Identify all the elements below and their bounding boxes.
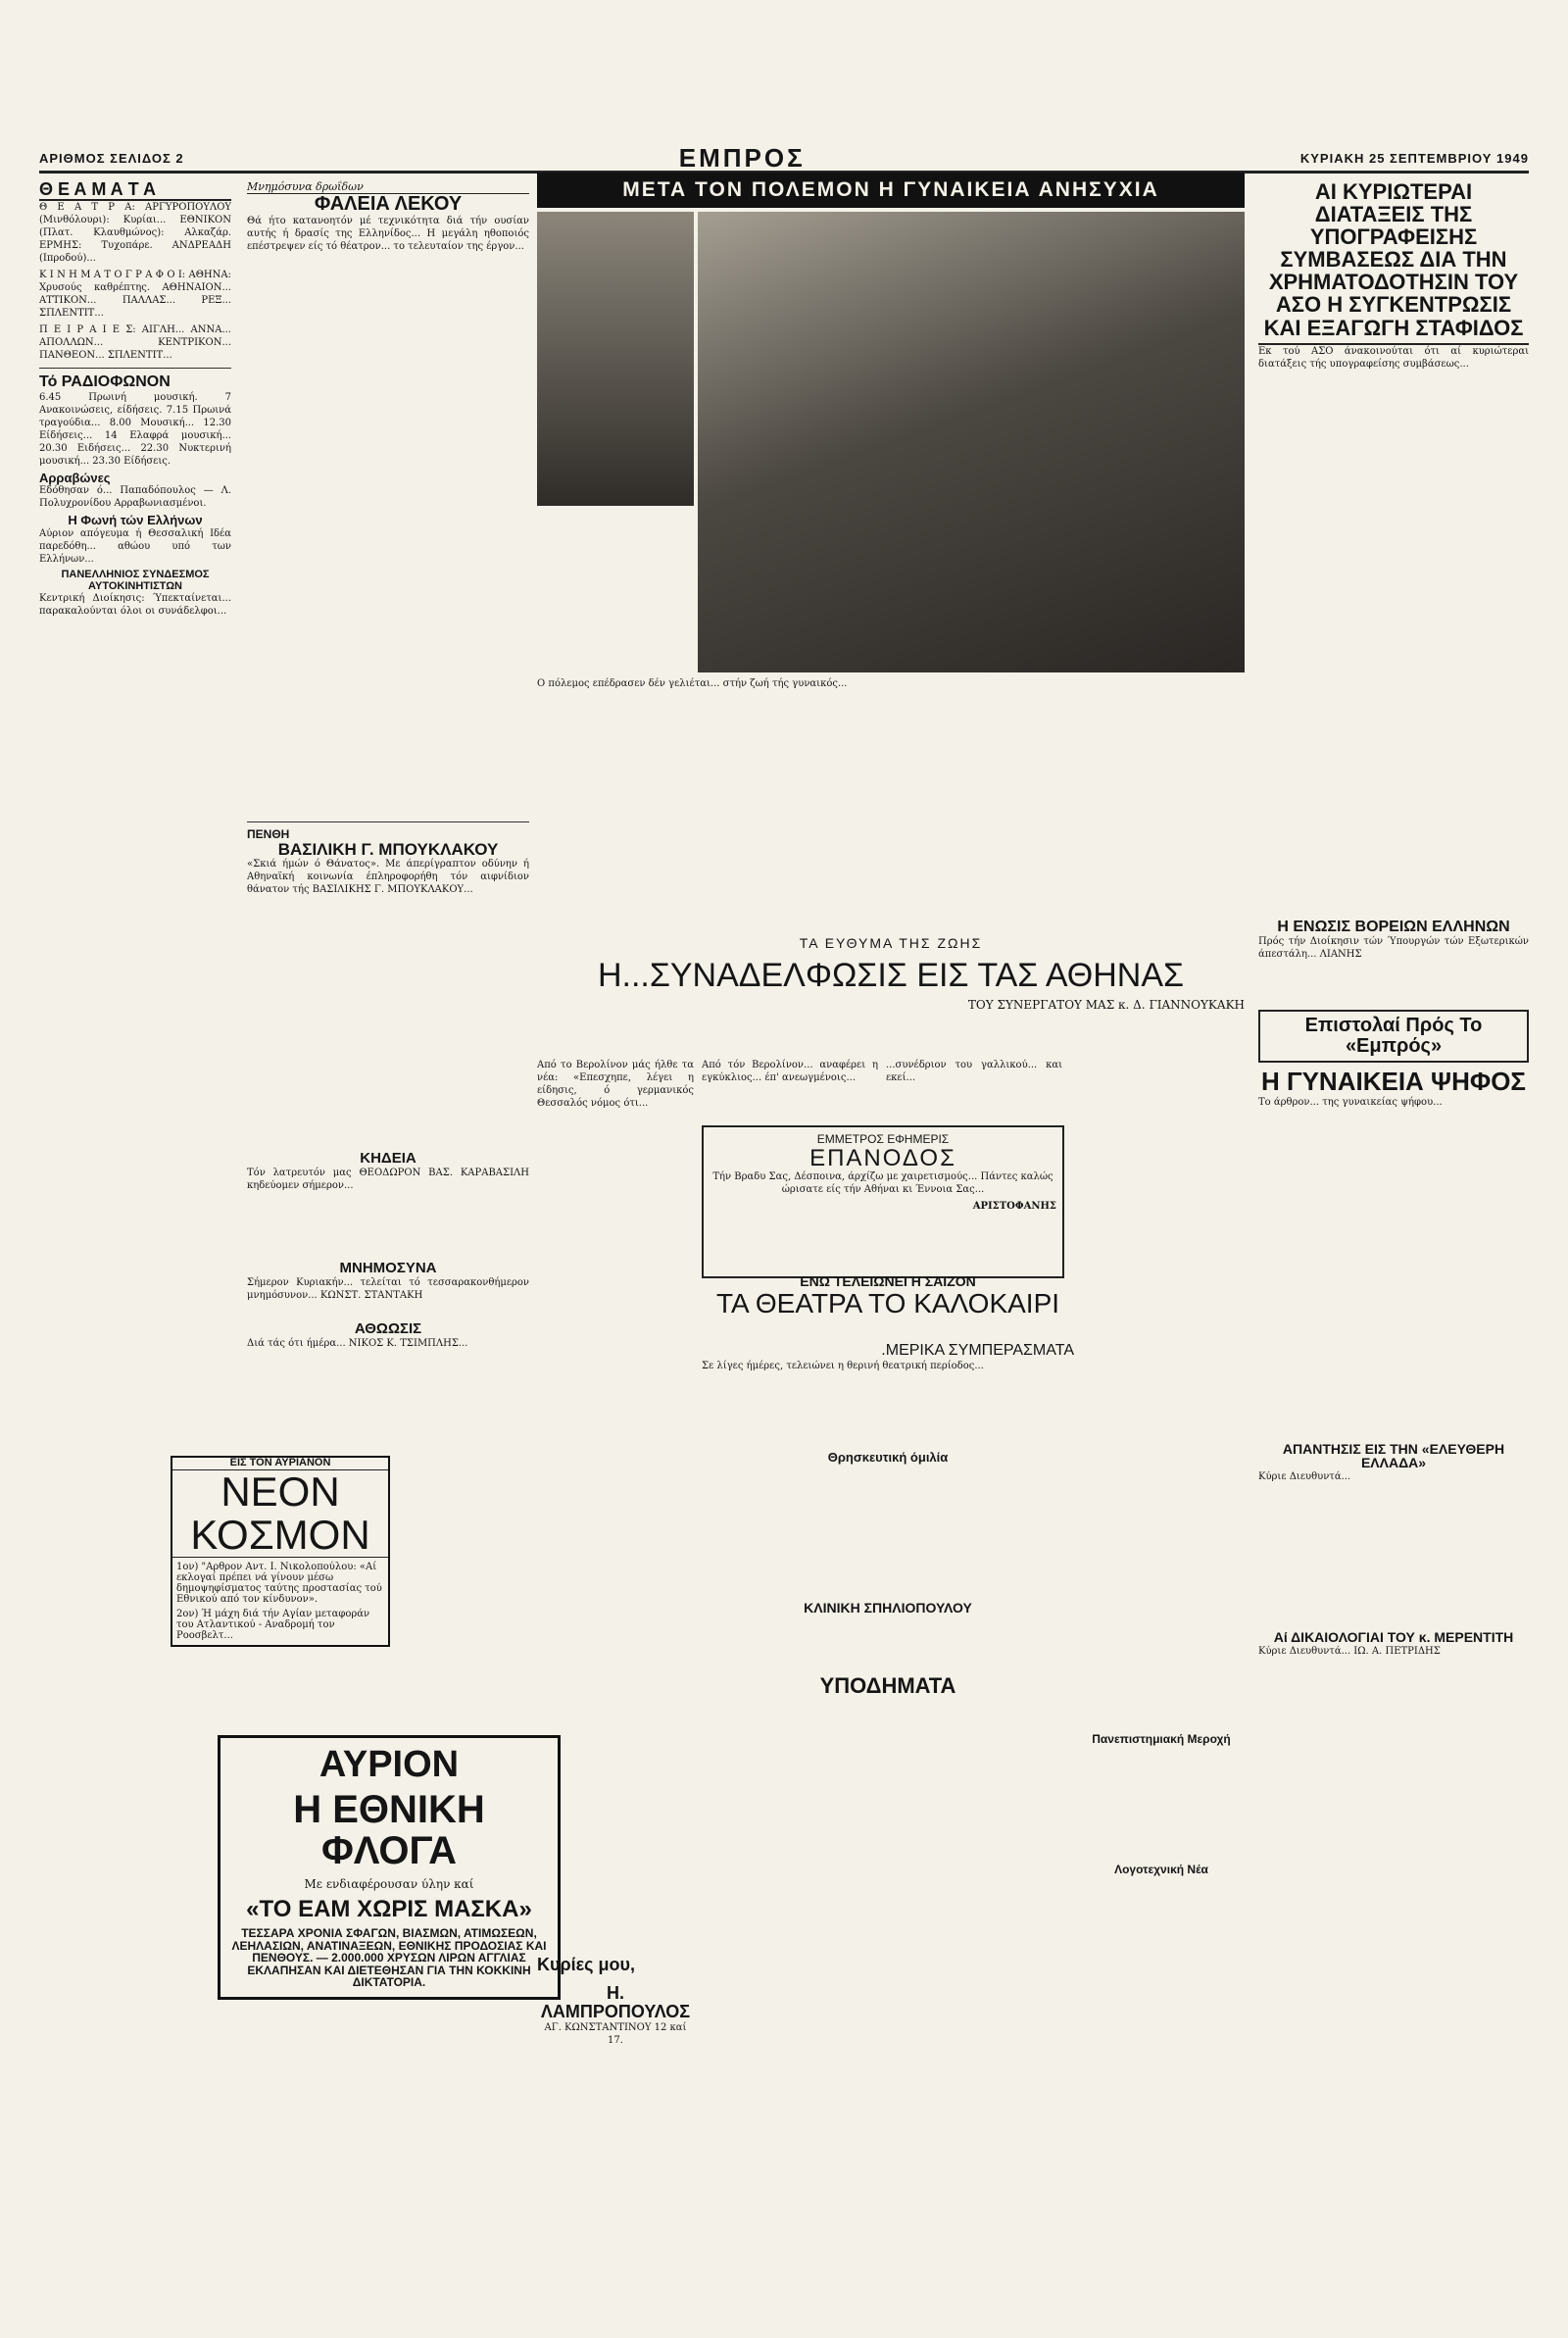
photo-caption: Ο πόλεμος επέδρασεν δέν γελιέται... στήν ζωή τής γυναικός... xyxy=(537,678,848,689)
column-right xyxy=(1258,180,1529,2278)
photo-feature-title: ΜΕΤΑ ΤΟΝ ΠΟΛΕΜΟΝ Η ΓΥΝΑΙΚΕΙΑ ΑΝΗΣΥΧΙΑ xyxy=(537,173,1245,208)
poem-text: Τήν Βραδυ Σας, Δέσποινα, άρχίζω με χαιρετισμούς... Πάντες καλώς ώρισατε είς τήν Αθήναι κι Έννοια Σας... xyxy=(712,1170,1054,1195)
news-photo-left xyxy=(537,212,694,506)
column-right-middle xyxy=(1078,1125,1245,2057)
neon-title-1: ΝΕΟΝ xyxy=(220,1467,340,1515)
masthead xyxy=(39,142,1529,174)
arrabones-text: Εδόθησαν ό... Παπαδόπουλος — Λ. Πολυχρονίδου Αρραβωνιασμένοι. xyxy=(39,485,231,510)
penthi-kicker: ΠΕΝΘΗ xyxy=(247,827,290,841)
ypodimata-heading: ΥΠΟΔΗΜΑΤΑ xyxy=(819,1673,956,1699)
ad-line-1: ΑΥΡΙΟΝ xyxy=(318,1744,460,1785)
life-feature-header xyxy=(537,936,1245,1054)
neon-item-1: 1ον) "Αρθρον Αντ. Ι. Νικολοπούλου: «Αί εκλογαί πρέπει νά γίνουν μέσω δημοψηφίσματος ταύτης προστασίας τού Εθνικού από τον κίνδυνον». xyxy=(176,1561,382,1605)
poem-author: ΑΡΙΣΤΟΦΑΝΗΣ xyxy=(972,1200,1056,1212)
ad-line-5: ΤΕΣΣΑΡΑ ΧΡΟΝΙΑ ΣΦΑΓΩΝ, ΒΙΑΣΜΩΝ, ΑΤΙΜΩΣΕΩΝ, ΛΕΗΛΑΣΙΩΝ, ΑΝΑΤΙΝΑΞΕΩΝ, ΕΘΝΙΚΗΣ ΠΡΟΔΟΣΙΑΣ ΚΑΙ ΠΕΝΘΟΥΣ. — 2.000.000 ΧΡΥΣΩΝ ΛΙΡΩΝ ΑΓΓΛΙΑΣ ΕΚΛΑΠΗΣΑΝ ΚΑΙ ΔΙΕΤΕΘΗΣΑΝ ΓΙΑ ΤΗΝ ΚΟΚΚΙΝΗ ΔΙΚΤΑΤΟΡΙΑ. xyxy=(231,1926,547,1990)
life-text-2: Από τόν Βερολίνον... αναφέρει η εγκύκλιος... έπ' ανεωγμένοις... xyxy=(702,1060,878,1083)
summer-text: Σε λίγες ήμέρες, τελειώνει η θερινή θεατρική περίοδος... xyxy=(702,1360,984,1371)
kyries-heading: Κυρίες μου, xyxy=(537,1956,636,1974)
life-text-3: ...συνέδριον του γαλλικού... και εκεί... xyxy=(886,1060,1062,1083)
divider xyxy=(39,368,231,369)
mnimosyna-heading: ΜΝΗΜΟΣΥΝΑ xyxy=(339,1260,437,1277)
reply-text: Κύριε Διευθυντά... xyxy=(1258,1471,1351,1483)
memories-text: Θά ήτο κατανοητόν μέ τεχνικότητα διά τήν ουσίαν αυτής ή δρασίς της Ελληνίδος... Η μεγάλη ηθοποιός επέστρεψεν είς τό θέατρον... το τελευταίον της έργον... xyxy=(247,216,529,252)
news-photo-fashion xyxy=(698,212,1245,672)
summer-heading: ΤΑ ΘΕΑΤΡΑ ΤΟ ΚΑΛΟΚΑΙΡΙ xyxy=(715,1287,1060,1318)
poem-kicker: ΕΜΜΕΤΡΟΣ ΕΦΗΜΕΡΙΣ xyxy=(816,1132,950,1146)
summer-theatre-body xyxy=(702,1343,1074,2000)
enosis-text: Πρός τήν Διοίκησιν τών Ύπουργών τών Εξωτερικών άπεστάλη... ΛΙΑΝΗΣ xyxy=(1258,936,1529,961)
life-heading: Η...ΣΥΝΑΔΕΛΦΩΣΙΣ ΕΙΣ ΤΑΣ ΑΘΗΝΑΣ xyxy=(597,956,1185,994)
ad-line-2: Η ΕΘΝΙΚΗ ΦΛΟΓΑ xyxy=(293,1787,485,1872)
newspaper-name: ΕΜΠΡΟΣ xyxy=(678,142,806,173)
summer-theatre-head xyxy=(702,1274,1074,1333)
ellinon-heading: Η Φωνή τών Ελλήνων xyxy=(68,513,203,528)
memories-heading: ΦΑΛΕΙΑ ΛΕΚΟΥ xyxy=(314,193,463,215)
dikaiologiai-heading: Αί ΔΙΚΑΙΟΛΟΓΙΑΙ ΤΟΥ κ. ΜΕΡΕΝΤΙΤΗ xyxy=(1273,1629,1514,1646)
arrabones-heading: Αρραβώνες xyxy=(39,470,111,485)
lampropoulos-address: ΑΓ. ΚΩΝΣΤΑΝΤΙΝΟΥ 12 καί 17. xyxy=(544,2021,687,2046)
penthi-text: «Σκιά ήμών ό Θάνατος». Με άπερίγραπτον οδύνην ή Αθηναϊκή κοινωνία έπληροφορήθη τόν αιφνίδιον θάνατον τής ΒΑΣΙΛΙΚΗΣ Γ. ΜΠΟΥΚΛΑΚΟΥ... xyxy=(247,859,529,896)
lampropoulos-name: Η. ΛΑΜΠΡΟΠΟΥΛΟΣ xyxy=(540,1982,691,2021)
athoosis-text: Διά τάς ότι ήμέρα... ΝΙΚΟΣ Κ. ΤΣΙΜΠΛΗΣ... xyxy=(247,1337,468,1349)
ellinon-text: Αύριον απόγευμα ή Θεσσαλική Ιδέα παρεδόθη... αθώου υπό των Ελλήνων... xyxy=(39,527,231,565)
logotexniki-heading: Λογοτεχνική Νέα xyxy=(1114,1862,1208,1876)
letters-text: Το άρθρον... της γυναικείας ψήφου... xyxy=(1258,1096,1443,1108)
ad-line-3: Με ενδιαφέρουσαν ύλην καί xyxy=(304,1876,474,1891)
letters-heading: Επιστολαί Πρός Το «Εμπρός» xyxy=(1258,1010,1529,1063)
enosis-heading: Η ΕΝΩΣΙΣ ΒΟΡΕΙΩΝ ΕΛΛΗΝΩΝ xyxy=(1277,918,1510,935)
life-col-1 xyxy=(537,1059,694,2000)
penthi-heading: ΒΑΣΙΛΙΚΗ Γ. ΜΠΟΥΚΛΑΚΟΥ xyxy=(277,839,499,859)
radio-heading: Τό ΡΑΔΙΟΦΩΝΟΝ xyxy=(39,373,171,390)
aso-text: Εκ τού ΑΣΟ άνακοινούται ότι αί κυριώτεραι διατάξεις τής υπογραφείσης συμβάσεως... xyxy=(1258,345,1529,370)
life-text-1: Από το Βερολίνον μάς ήλθε τα νέα: «Επεσχηπε, λέγει η είδησις, ό γερμανικός Θεσσαλός νόμος ότι... xyxy=(537,1060,694,1109)
neon-kicker: ΕΙΣ ΤΟΝ ΑΥΡΙΑΝΟΝ xyxy=(172,1458,388,1470)
radio-text: 6.45 Πρωινή μουσική. 7 Ανακοινώσεις, είδήσεις. 7.15 Πρωινά τραγούδια... 8.00 Μουσική... 12.30 Είδήσεις... 14 Ελαφρά μουσική... 20.30 Ειδήσεις... 22.30 Νυκτερινή μουσική... 23.30 Είδήσεις. xyxy=(39,391,231,467)
divider xyxy=(247,821,529,822)
life-byline: ΤΟΥ ΣΥΝΕΡΓΑΤΟΥ ΜΑΣ κ. Δ. ΓΙΑΝΝΟΥΚΑΚΗ xyxy=(967,998,1245,1013)
theatre-text-3: Π Ε Ι Ρ Α Ι Ε Σ: ΑΙΓΛΗ... ΑΝΝΑ... ΑΠΟΛΛΩΝ... ΚΕΝΤΡΙΚΟΝ... ΠΑΝΘΕΟΝ... ΣΠΛΕΝΤΙΤ... xyxy=(39,323,231,361)
photo-feature xyxy=(537,173,1245,695)
kliniki-heading: ΚΛΙΝΙΚΗ ΣΠΗΛΙΟΠΟΥΛΟΥ xyxy=(804,1600,972,1617)
athoosis-heading: ΑΘΩΩΣΙΣ xyxy=(354,1319,422,1337)
memories-kicker: Μνημόσυνα δρωΐδων xyxy=(247,180,529,194)
mnimosyna-text: Σήμερον Κυριακήν... τελείται τό τεσσαρακονθήμερον μνημόσυνον... ΚΩΝΣΤ. ΣΤΑΝΤΑΚΗ xyxy=(247,1276,529,1301)
summer-subheading: .ΜΕΡΙΚΑ ΣΥΜΠΕΡΑΣΜΑΤΑ xyxy=(881,1343,1074,1359)
panepist-heading: Πανεπιστημιακή Μεροχή xyxy=(1092,1732,1231,1746)
reply-heading: ΑΠΑΝΤΗΣΙΣ ΕΙΣ ΤΗΝ «ΕΛΕΥΘΕΡΗ ΕΛΛΑΔΑ» xyxy=(1282,1440,1505,1471)
dikaiologiai-text: Κύριε Διευθυντά... ΙΩ. Α. ΠΕΤΡΙΔΗΣ xyxy=(1258,1645,1441,1657)
theatre-text-2: Κ Ι Ν Η Μ Α Τ Ο Γ Ρ Α Φ Ο Ι: ΑΘΗΝΑ: Χρυσούς καθρέπτης. ΑΘΗΝΑΙΟΝ... ΑΤΤΙΚΟΝ... ΠΑΛΛΑΣ... ΡΕΞ... ΣΠΛΕΝΤΙΤ... xyxy=(39,269,231,319)
ad-line-4: «ΤΟ ΕΑΜ ΧΩΡΙΣ ΜΑΣΚΑ» xyxy=(246,1895,532,1922)
theatre-heading: Θ Ε Α Μ Α Τ Α xyxy=(39,180,231,201)
aso-heading: ΑΙ ΚΥΡΙΩΤΕΡΑΙ ΔΙΑΤΑΞΕΙΣ ΤΗΣ ΥΠΟΓΡΑΦΕΙΣΗΣ ΣΥΜΒΑΣΕΩΣ ΔΙΑ ΤΗΝ ΧΡΗΜΑΤΟΔΟΤΗΣΙΝ ΤΟΥ ΑΣΟ Η ΣΥΓΚΕΝΤΡΩΣΙΣ ΚΑΙ ΕΞΑΓΩΓΗ ΣΤΑΦΙΔΟΣ xyxy=(1258,180,1529,345)
life-kicker: ΤΑ ΕΥΘΥΜΑ ΤΗΣ ΖΩΗΣ xyxy=(799,936,983,951)
syndesmos-text: Κεντρική Διοίκησις: Ύπεκταίνεται... παρακαλούνται όλοι οι συνάδελφοι... xyxy=(39,593,231,618)
issue-date: ΚΥΡΙΑΚΗ 25 ΣΕΠΤΕΜΒΡΙΟΥ 1949 xyxy=(1299,150,1529,166)
kideia-text: Τόν λατρευτόν μας ΘΕΟΔΩΡΟΝ ΒΑΣ. ΚΑΡΑΒΑΣΙΛΗ κηδεύομεν σήμερον... xyxy=(247,1168,529,1192)
neon-title-2: ΚΟΣΜΟΝ xyxy=(172,1514,388,1558)
poem-box xyxy=(702,1125,1064,1278)
neon-item-2: 2ον) Ή μάχη διά τήν Αγίαν μεταφοράν του Ατλαντικού - Αναδρομή τον Ροοσβελτ... xyxy=(176,1608,370,1641)
letters-subheading: Η ΓΥΝΑΙΚΕΙΑ ΨΗΦΟΣ xyxy=(1260,1067,1527,1097)
summer-kicker: ΕΝΩ ΤΕΛΕΙΩΝΕΙ Η ΣΑΙΖΟΝ xyxy=(800,1274,976,1289)
poem-heading: ΕΠΑΝΟΔΟΣ xyxy=(809,1144,956,1171)
thriskeftiki-heading: Θρησκευτική όμιλία xyxy=(827,1449,949,1465)
ethniki-floga-ad xyxy=(218,1735,561,2000)
syndesmos-heading: ΠΑΝΕΛΛΗΝΙΟΣ ΣΥΝΔΕΣΜΟΣ ΑΥΤΟΚΙΝΗΤΙΣΤΩΝ xyxy=(61,568,210,592)
theatre-text-1: Θ Ε Α Τ Ρ Α: ΑΡΓΥΡΟΠΟΥΛΟΥ (Μινθόλουρι): Κυρίαι... ΕΘΝΙΚΟΝ (Πλατ. Κλαυθμώνος): Αλκαζάρ. ΕΡΜΗΣ: Τυχοπάρε. ΑΝΔΡΕΑΔΗ (Ιπροδού)... xyxy=(39,201,231,264)
lampropoulos-ad xyxy=(537,1956,694,2054)
page-number: ΑΡΙΘΜΟΣ ΣΕΛΙΔΟΣ 2 xyxy=(39,150,184,166)
column-memorials xyxy=(247,180,529,1719)
kideia-heading: ΚΗΔΕΙΑ xyxy=(360,1150,416,1168)
